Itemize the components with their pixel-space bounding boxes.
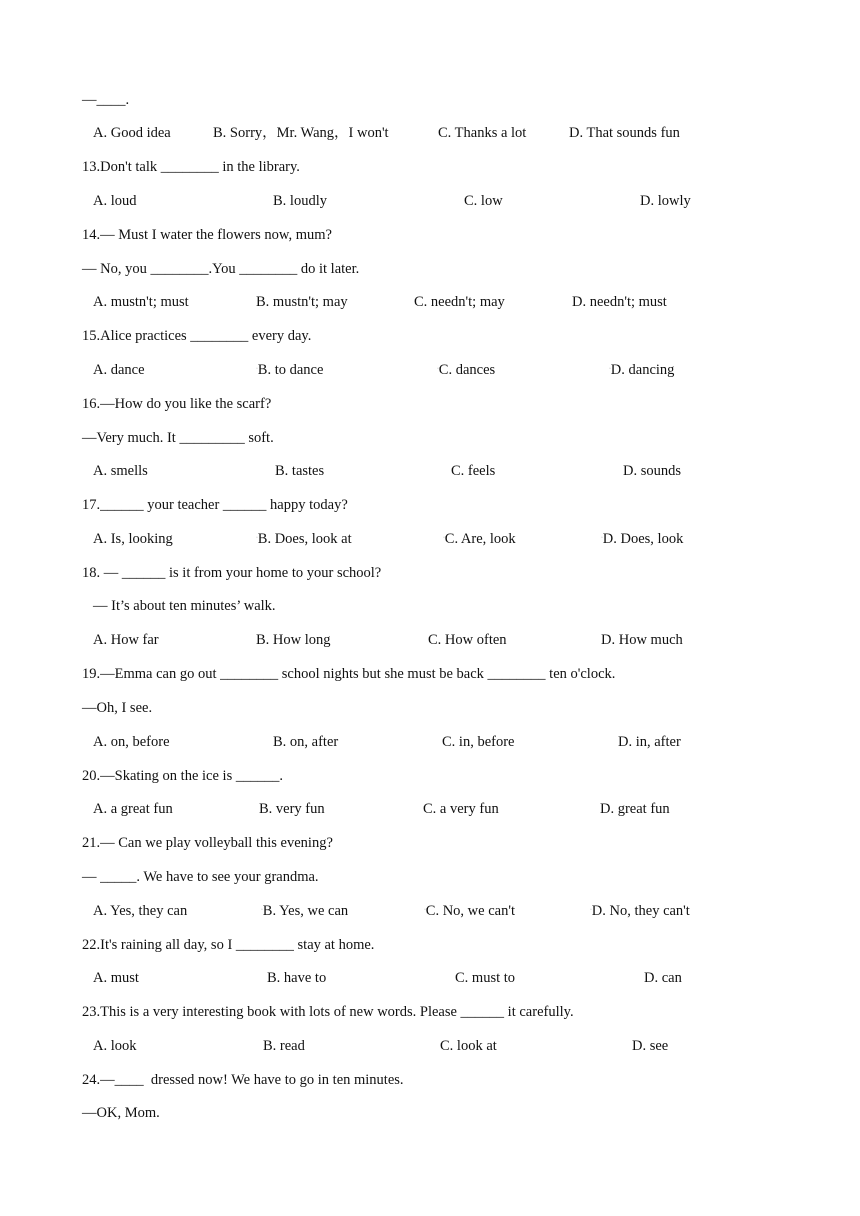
- placeholder-mark: ▫: [609, 367, 611, 372]
- q19-stem: 19.—Emma can go out ________ school nights but she must be back ________ ten o'clock.: [82, 666, 616, 682]
- q19-option-c: C. in, before: [442, 734, 515, 750]
- q12-option-a: A. Good idea: [93, 125, 171, 141]
- q18-option-d: D. How much: [601, 632, 683, 648]
- q12-option-c: C. Thanks a lot: [438, 125, 527, 141]
- q22-option-a: A. must: [93, 970, 139, 986]
- q22-option-c: C. must to: [455, 970, 516, 986]
- q13-option-c: C. low: [464, 193, 503, 209]
- q13-option-d: D. lowly: [640, 193, 691, 209]
- q12-stem-tail: —____.: [82, 92, 130, 108]
- q23-option-d: D. see: [632, 1038, 669, 1054]
- q13-option-a: A. loud: [93, 193, 137, 209]
- placeholder-mark: ▫: [256, 367, 258, 372]
- q14-line2: — No, you ________.You ________ do it later.: [82, 261, 360, 277]
- q19-option-d: D. in, after: [618, 734, 681, 750]
- q21-option-c: ▫C. No, we can't: [424, 903, 515, 919]
- q23-option-c: C. look at: [440, 1038, 497, 1054]
- placeholder-mark: ▫: [443, 536, 445, 541]
- q23-option-b: B. read: [263, 1038, 305, 1054]
- q12-option-b: B. Sorry，Mr. Wang，I won't: [213, 125, 389, 141]
- q14-stem: 14.— Must I water the flowers now, mum?: [82, 227, 332, 243]
- q13-stem: 13.Don't talk ________ in the library.: [82, 159, 300, 175]
- q23-stem: 23.This is a very interesting book with lots of new words. Please ______ it carefully.: [82, 1004, 574, 1020]
- q16-option-a: A. smells: [93, 463, 148, 479]
- q22-stem: 22.It's raining all day, so I ________ stay at home.: [82, 937, 375, 953]
- q17-option-d: ▫D. Does, look: [601, 531, 684, 547]
- q18-line2: — It’s about ten minutes’ walk.: [93, 598, 276, 614]
- q18-option-b: B. How long: [256, 632, 331, 648]
- q16-stem: 16.—How do you like the scarf?: [82, 396, 272, 412]
- q12-option-d: D. That sounds fun: [569, 125, 680, 141]
- q16-line2: —Very much. It _________ soft.: [82, 430, 274, 446]
- q14-option-d: D. needn't; must: [572, 294, 667, 310]
- q19-option-a: A. on, before: [93, 734, 170, 750]
- q17-option-a: A. Is, looking: [93, 531, 173, 547]
- q15-option-a: A. dance: [93, 362, 145, 378]
- q18-option-c: C. How often: [428, 632, 507, 648]
- q17-option-b: ▫B. Does, look at: [256, 531, 352, 547]
- q14-option-b: B. mustn't; may: [256, 294, 348, 310]
- q20-option-a: A. a great fun: [93, 801, 173, 817]
- q19-line2: —Oh, I see.: [82, 700, 153, 716]
- q14-option-a: A. mustn't; must: [93, 294, 189, 310]
- q13-option-b: B. loudly: [273, 193, 327, 209]
- q15-option-c: ▫C. dances: [437, 362, 496, 378]
- q21-stem: 21.— Can we play volleyball this evening?: [82, 835, 333, 851]
- q15-option-d: ▫D. dancing: [609, 362, 675, 378]
- q16-option-d: D. sounds: [623, 463, 682, 479]
- q17-stem: 17.______ your teacher ______ happy today?: [82, 497, 348, 513]
- q19-option-b: B. on, after: [273, 734, 339, 750]
- q16-option-b: B. tastes: [275, 463, 325, 479]
- placeholder-mark: ▫: [590, 908, 592, 913]
- q20-stem: 20.—Skating on the ice is ______.: [82, 768, 283, 784]
- q18-option-a: A. How far: [93, 632, 159, 648]
- q17-option-c: ▫C. Are, look: [443, 531, 516, 547]
- q24-line2: —OK, Mom.: [82, 1105, 160, 1121]
- placeholder-mark: ▫: [437, 367, 439, 372]
- q20-option-b: B. very fun: [259, 801, 325, 817]
- q16-option-c: C. feels: [451, 463, 496, 479]
- q15-option-b: ▫B. to dance: [256, 362, 324, 378]
- q22-option-d: D. can: [644, 970, 682, 986]
- q24-stem: 24.—____ dressed now! We have to go in ten minutes.: [82, 1072, 404, 1088]
- q21-option-d: ▫D. No, they can't: [590, 903, 690, 919]
- placeholder-mark: ▫: [424, 908, 426, 913]
- placeholder-mark: ▫: [601, 536, 603, 541]
- placeholder-mark: ▫: [256, 536, 258, 541]
- q21-option-b: ▫B. Yes, we can: [261, 903, 349, 919]
- q15-stem: 15.Alice practices ________ every day.: [82, 328, 312, 344]
- q21-option-a: A. Yes, they can: [93, 903, 188, 919]
- q22-option-b: B. have to: [267, 970, 327, 986]
- placeholder-mark: ▫: [261, 908, 263, 913]
- q20-option-c: C. a very fun: [423, 801, 499, 817]
- q20-option-d: D. great fun: [600, 801, 670, 817]
- q23-option-a: A. look: [93, 1038, 137, 1054]
- q21-line2: — _____. We have to see your grandma.: [82, 869, 319, 885]
- q18-stem: 18. — ______ is it from your home to your school?: [82, 565, 382, 581]
- q14-option-c: C. needn't; may: [414, 294, 505, 310]
